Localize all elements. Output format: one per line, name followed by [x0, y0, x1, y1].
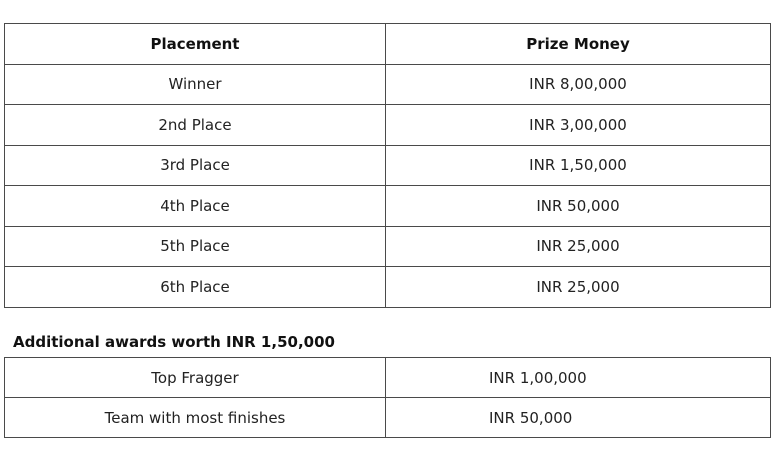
award-cell: Top Fragger	[5, 358, 386, 398]
table-row	[5, 267, 771, 308]
prize-money-column-header: Prize Money	[386, 24, 771, 65]
prize-cell: INR 25,000	[386, 226, 771, 267]
additional-awards-table	[4, 357, 771, 438]
placement-cell: Winner	[5, 64, 386, 105]
additional-awards-heading: Additional awards worth INR 1,50,000	[13, 333, 335, 351]
prize-cell: INR 50,000	[386, 186, 771, 227]
table-row	[5, 64, 771, 105]
table-header-row	[5, 24, 771, 65]
table-row	[5, 358, 771, 398]
table-row	[5, 398, 771, 438]
award-prize-cell: INR 1,00,000	[386, 358, 771, 398]
award-cell: Team with most finishes	[5, 398, 386, 438]
placement-cell: 2nd Place	[5, 105, 386, 146]
placement-cell: 5th Place	[5, 226, 386, 267]
placement-cell: 3rd Place	[5, 145, 386, 186]
prize-cell: INR 8,00,000	[386, 64, 771, 105]
table-row	[5, 145, 771, 186]
prize-money-table	[4, 23, 771, 308]
prize-cell: INR 1,50,000	[386, 145, 771, 186]
table-row	[5, 105, 771, 146]
placement-column-header: Placement	[5, 24, 386, 65]
placement-cell: 4th Place	[5, 186, 386, 227]
award-prize-cell: INR 50,000	[386, 398, 771, 438]
prize-cell: INR 3,00,000	[386, 105, 771, 146]
table-row	[5, 186, 771, 227]
prize-cell: INR 25,000	[386, 267, 771, 308]
placement-cell: 6th Place	[5, 267, 386, 308]
table-row	[5, 226, 771, 267]
